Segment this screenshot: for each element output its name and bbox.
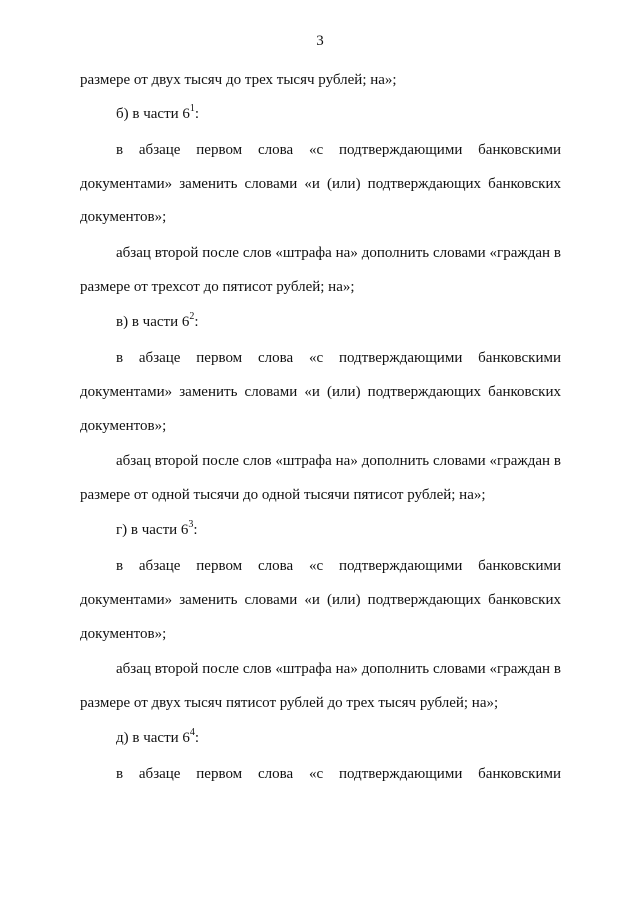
text-line: документов»; (80, 209, 167, 225)
text-line: в абзаце первом слова «с подтверждающими банковскими (116, 142, 561, 158)
list-item-b (116, 105, 199, 123)
text-line: размере от двух тысяч пятисот рублей до трех тысяч рублей; на»; (80, 695, 499, 711)
text-line: абзац второй после слов «штрафа на» дополнить словами «граждан в (116, 453, 561, 469)
text-line: в абзаце первом слова «с подтверждающими банковскими (116, 558, 561, 574)
text-line: в абзаце первом слова «с подтверждающими банковскими (116, 350, 561, 366)
text-line: абзац второй после слов «штрафа на» дополнить словами «граждан в (116, 245, 561, 261)
text-line: в абзаце первом слова «с подтверждающими банковскими (116, 766, 561, 782)
text-line: документов»; (80, 626, 167, 642)
list-item-d-colon: : (194, 730, 200, 746)
list-item-g-colon: : (193, 522, 198, 538)
text-line: документами» заменить словами «и (или) подтверждающих банковских (80, 176, 561, 192)
text-line: размере от одной тысячи до одной тысячи пятисот рублей; на»; (80, 487, 486, 503)
list-item-v-superscript: 2 (189, 311, 195, 322)
list-item-g (116, 521, 198, 539)
page-number: 3 (316, 33, 324, 49)
list-item-v-colon: : (194, 314, 199, 330)
list-item-b-superscript: 1 (189, 103, 195, 114)
text-line: абзац второй после слов «штрафа на» дополнить словами «граждан в (116, 661, 561, 677)
list-item-d-text: д) в части 6 (116, 730, 190, 746)
list-item-b-text: б) в части 6 (116, 106, 190, 122)
list-item-b-colon: : (194, 106, 200, 122)
list-item-g-text: г) в части 6 (116, 522, 189, 538)
list-item-d-superscript: 4 (189, 727, 195, 738)
list-item-g-superscript: 3 (188, 519, 194, 530)
text-line: размере от трехсот до пятисот рублей; на»; (80, 279, 355, 295)
list-item-d (116, 729, 199, 747)
text-line: документами» заменить словами «и (или) подтверждающих банковских (80, 384, 561, 400)
list-item-v-text: в) в части 6 (116, 314, 190, 330)
text-line: документами» заменить словами «и (или) подтверждающих банковских (80, 592, 561, 608)
list-item-v (116, 313, 199, 331)
text-line: размере от двух тысяч до трех тысяч рублей; на»; (80, 72, 397, 88)
text-line: документов»; (80, 418, 167, 434)
